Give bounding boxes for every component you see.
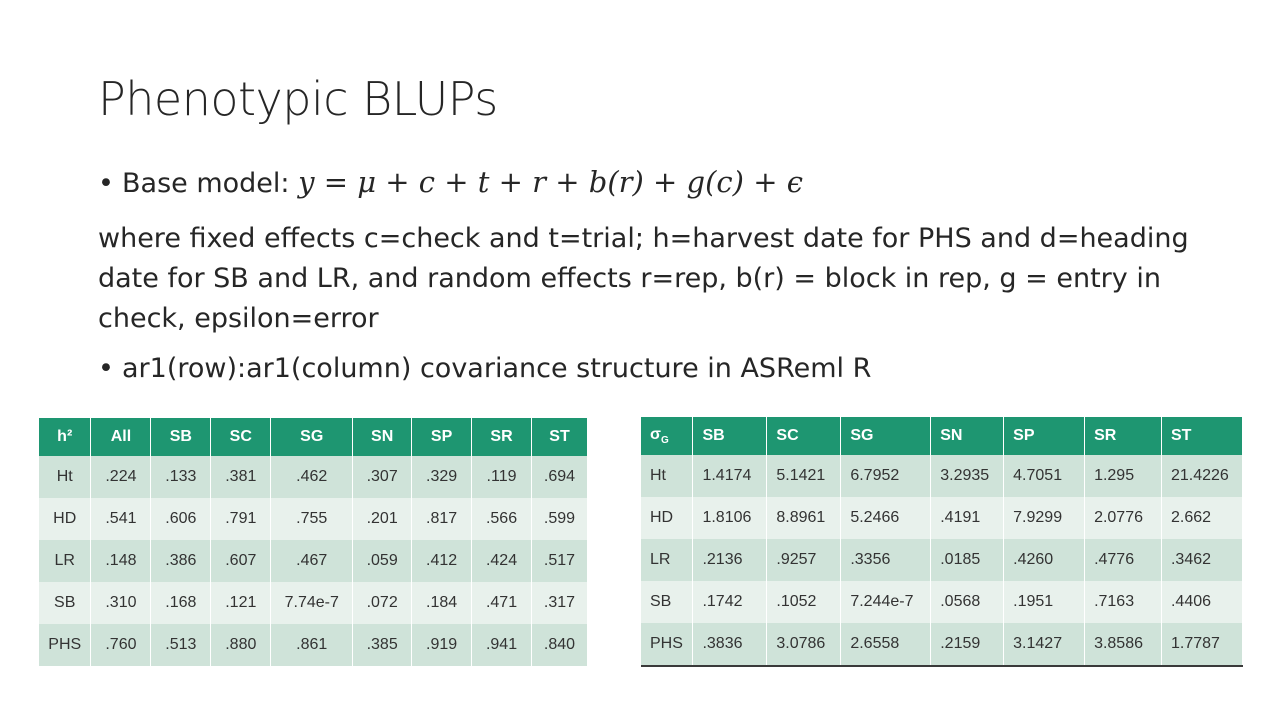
table-cell: .148 — [91, 540, 151, 582]
table-cell: .133 — [151, 456, 211, 498]
column-header: SB — [151, 418, 211, 456]
row-label: PHS — [641, 623, 693, 666]
table-cell: .2136 — [693, 539, 767, 581]
row-label: SB — [39, 582, 91, 624]
column-header: SN — [931, 417, 1004, 455]
table-row — [641, 497, 1243, 539]
table-cell: .817 — [412, 498, 472, 540]
table-cell: .310 — [91, 582, 151, 624]
table-cell: 3.1427 — [1004, 623, 1085, 666]
table-cell: .694 — [532, 456, 588, 498]
table-cell: 3.2935 — [931, 455, 1004, 497]
genetic-variance-table — [641, 417, 1243, 667]
table-cell: .121 — [211, 582, 271, 624]
table-cell: .517 — [532, 540, 588, 582]
table-header-row — [39, 418, 588, 456]
table-cell: .7163 — [1085, 581, 1162, 623]
table-cell: 7.244e-7 — [841, 581, 931, 623]
table-cell: 2.0776 — [1085, 497, 1162, 539]
column-header-corner — [641, 417, 693, 455]
row-label: Ht — [39, 456, 91, 498]
table-cell: .599 — [532, 498, 588, 540]
table-cell: 3.0786 — [767, 623, 841, 666]
table-cell: .471 — [472, 582, 532, 624]
table-cell: .385 — [353, 624, 412, 666]
column-header-corner: h² — [39, 418, 91, 456]
table-cell: .2159 — [931, 623, 1004, 666]
column-header: SC — [211, 418, 271, 456]
row-label: HD — [641, 497, 693, 539]
table-row — [39, 456, 588, 498]
table-cell: 2.6558 — [841, 623, 931, 666]
table-cell: 1.7787 — [1161, 623, 1242, 666]
table-cell: 3.8586 — [1085, 623, 1162, 666]
table-cell: .607 — [211, 540, 271, 582]
sigma-symbol: σ — [650, 425, 661, 443]
table-cell: .059 — [353, 540, 412, 582]
table-cell: .381 — [211, 456, 271, 498]
table-cell: .541 — [91, 498, 151, 540]
slide-title: Phenotypic BLUPs — [98, 72, 498, 126]
column-header: SB — [693, 417, 767, 455]
bullet-covariance — [98, 353, 871, 384]
table-cell: .566 — [472, 498, 532, 540]
row-label: PHS — [39, 624, 91, 666]
table-row — [641, 581, 1243, 623]
table-cell: .941 — [472, 624, 532, 666]
table-cell: .606 — [151, 498, 211, 540]
row-label: LR — [641, 539, 693, 581]
table-header-row — [641, 417, 1243, 455]
row-label: Ht — [641, 455, 693, 497]
column-header: SP — [1004, 417, 1085, 455]
heritability-table — [39, 418, 588, 666]
table-cell: .1052 — [767, 581, 841, 623]
column-header: SG — [841, 417, 931, 455]
column-header: SG — [271, 418, 353, 456]
table-cell: 1.4174 — [693, 455, 767, 497]
table-cell: 1.295 — [1085, 455, 1162, 497]
table-cell: .224 — [91, 456, 151, 498]
table-row — [641, 455, 1243, 497]
table-cell: 7.9299 — [1004, 497, 1085, 539]
table-cell: .4260 — [1004, 539, 1085, 581]
table-cell: 5.1421 — [767, 455, 841, 497]
column-header: SC — [767, 417, 841, 455]
table-cell: .760 — [91, 624, 151, 666]
column-header: ST — [532, 418, 588, 456]
bullet-dot: • — [98, 168, 114, 199]
table-cell: .0185 — [931, 539, 1004, 581]
table-cell: 4.7051 — [1004, 455, 1085, 497]
table-cell: 5.2466 — [841, 497, 931, 539]
table-cell: 2.662 — [1161, 497, 1242, 539]
bullet-base-model-label: Base model: — [122, 168, 299, 199]
table-row — [641, 623, 1243, 666]
table-cell: .861 — [271, 624, 353, 666]
table-cell: .4406 — [1161, 581, 1242, 623]
table-cell: .791 — [211, 498, 271, 540]
table-cell: .3836 — [693, 623, 767, 666]
table-cell: .467 — [271, 540, 353, 582]
bullet-dot: • — [98, 353, 114, 384]
table-cell: 6.7952 — [841, 455, 931, 497]
table-cell: 21.4226 — [1161, 455, 1242, 497]
table-cell: .9257 — [767, 539, 841, 581]
table-cell: .3356 — [841, 539, 931, 581]
table-cell: .919 — [412, 624, 472, 666]
table-cell: .462 — [271, 456, 353, 498]
column-header: SN — [353, 418, 412, 456]
table-cell: .424 — [472, 540, 532, 582]
column-header: All — [91, 418, 151, 456]
table-row — [39, 540, 588, 582]
table-cell: .184 — [412, 582, 472, 624]
table-row — [39, 498, 588, 540]
table-cell: 7.74e-7 — [271, 582, 353, 624]
table-row — [39, 624, 588, 666]
table-cell: .513 — [151, 624, 211, 666]
row-label: HD — [39, 498, 91, 540]
table-cell: .880 — [211, 624, 271, 666]
row-label: SB — [641, 581, 693, 623]
model-equation: y = μ + c + t + r + b(r) + g(c) + ϵ — [298, 165, 803, 199]
table-cell: .412 — [412, 540, 472, 582]
sigma-subscript: G — [660, 435, 669, 447]
table-cell: .072 — [353, 582, 412, 624]
table-cell: .329 — [412, 456, 472, 498]
table-cell: .386 — [151, 540, 211, 582]
bullet-base-model — [98, 165, 803, 199]
table-cell: 1.8106 — [693, 497, 767, 539]
table-cell: .755 — [271, 498, 353, 540]
column-header: ST — [1161, 417, 1242, 455]
table-cell: .840 — [532, 624, 588, 666]
table-cell: .0568 — [931, 581, 1004, 623]
table-cell: .201 — [353, 498, 412, 540]
column-header: SP — [412, 418, 472, 456]
row-label: LR — [39, 540, 91, 582]
model-description: where fixed effects c=check and t=trial; h=harvest date for PHS and d=heading date for SB and LR, and random effects r=rep, b(r) = block in rep, g = entry in check, epsilon=error — [98, 223, 1189, 334]
table-cell: .317 — [532, 582, 588, 624]
table-cell: .4776 — [1085, 539, 1162, 581]
table-cell: .4191 — [931, 497, 1004, 539]
table-cell: .307 — [353, 456, 412, 498]
table-cell: .168 — [151, 582, 211, 624]
table-cell: .1951 — [1004, 581, 1085, 623]
table-cell: .1742 — [693, 581, 767, 623]
column-header: SR — [472, 418, 532, 456]
column-header: SR — [1085, 417, 1162, 455]
table-cell: .3462 — [1161, 539, 1242, 581]
bullet-covariance-text: ar1(row):ar1(column) covariance structure in ASReml R — [122, 353, 872, 384]
table-row — [641, 539, 1243, 581]
table-row — [39, 582, 588, 624]
table-cell: .119 — [472, 456, 532, 498]
table-cell: 8.8961 — [767, 497, 841, 539]
